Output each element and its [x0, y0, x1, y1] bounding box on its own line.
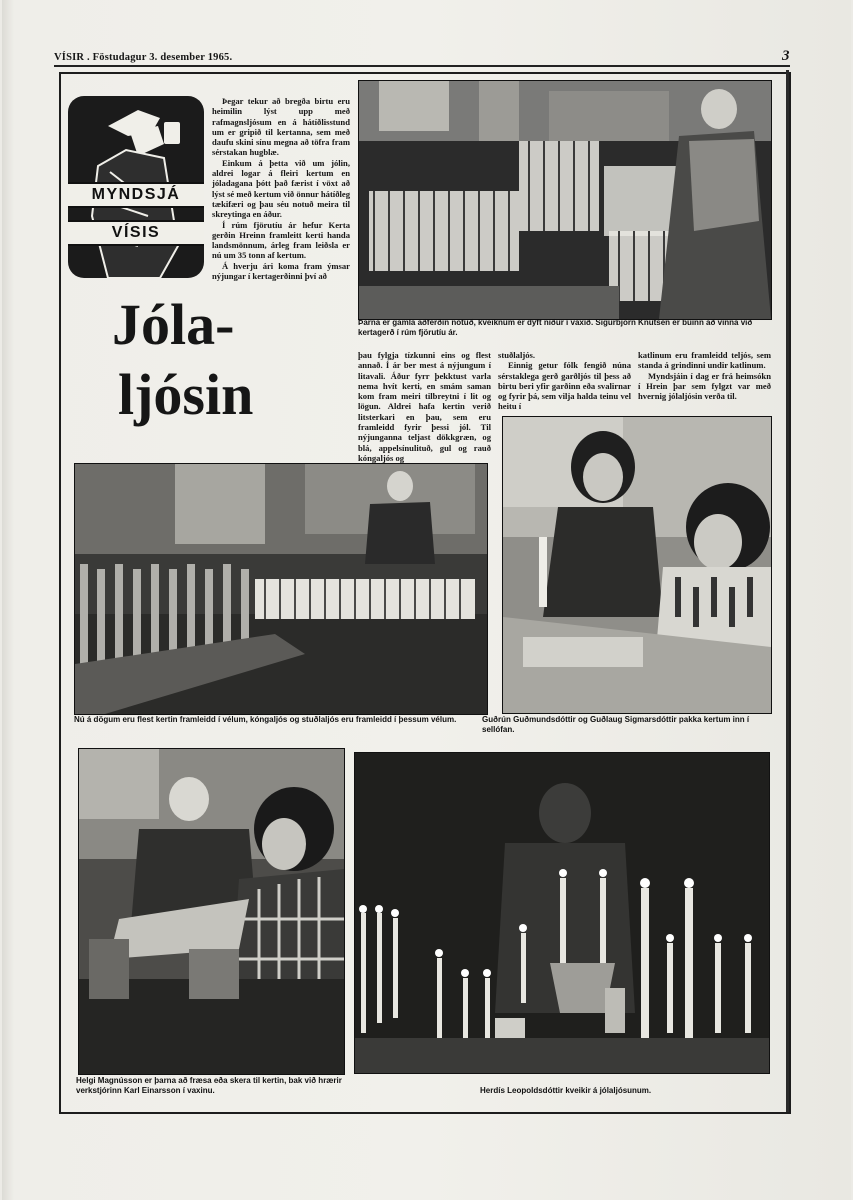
intro-paragraph: Einkum á þetta við um jólin, aldrei logar á fleiri kertum en jóladagana þótt það færist í vöxt að lýst sé með kertum við önnur hátíðleg tækifæri og þau séu notuð meira til skreytinga en áður. [212, 157, 350, 220]
photo-candle-dipping [358, 80, 772, 320]
frame-right-rule [786, 70, 789, 1112]
caption-top-right: Þarna er gamla aðferðin notuð, kveiknum er dýft niður í vaxið. Sigurbjörn Knutsen er búinn að vinna við kertagerð í rúm fjörutíu ár. [358, 318, 753, 337]
logo-line1: MYNDSJÁ [68, 182, 204, 208]
headline-line1: Jóla- [112, 292, 235, 357]
body-column-1 [358, 350, 491, 463]
intro-paragraph: Í rúm fjörutíu ár hefur Kerta gerðin Hreinn framleitt kerti handa landsmönnum, árleg fram leiðsla er nú um 35 tonn af kertum. [212, 219, 350, 261]
headline [112, 290, 312, 430]
masthead-rule [54, 65, 790, 67]
photo-cutting-candles [78, 748, 345, 1075]
intro-text [212, 96, 350, 281]
photo-packing-candles [502, 416, 772, 714]
body-paragraph: þau fylgja tízkunni eins og flest annað. Í ár ber mest á nýjungum í litavali. Áður fyrr þekktust varla nema hvít kerti, en smám saman kom fram meiri tilbreytni í lit og lögun. Aldrei hafa kertin verið litsterkari en þau, sem eru framleidd fyrir þessi jól. Til nýjunganna teljast dökkgræn, og blá, appelsínulituð, gul og rauð kóngaljós og [358, 350, 491, 463]
body-paragraph: katlinum eru framleidd teljós, sem standa á grindinni undir katlinum. [638, 350, 771, 371]
headline-line2: ljósin [118, 362, 254, 427]
caption-middle-left: Nú á dögum eru flest kertin framleidd í vélum, kóngaljós og stuðlaljós eru framleidd í þessum vélum. [74, 715, 457, 724]
logo-line2: VÍSIS [68, 220, 204, 246]
photo-candle-machines [74, 463, 488, 715]
myndsja-logo [68, 96, 204, 278]
masthead: VÍSIR . Föstudagur 3. desember 1965. [54, 52, 233, 63]
caption-bottom-right: Herdís Leopoldsdóttir kveikir á jólaljósunum. [480, 1086, 652, 1095]
body-column-2 [498, 350, 631, 412]
body-paragraph: stuðlaljós. [498, 350, 536, 360]
photo-lighting-candles [354, 752, 770, 1074]
intro-paragraph: Á hverju ári koma fram ýmsar nýjungar í kertagerðinni því að [212, 260, 350, 282]
body-paragraph: Einnig getur fólk fengið núna sérstaklega gerð garðljós til þess að birtu beri yfir garðinn eða svalirnar og fyrir þá, sem vilja halda teinu vel heitu í [498, 360, 631, 412]
caption-bottom-left: Helgi Magnússon er þarna að fræsa eða skera til kertin, bak við hrærir verkstjórinn Karl Einarsson í vaxinu. [76, 1076, 342, 1095]
caption-middle-right: Guðrún Guðmundsdóttir og Guðlaug Sigmarsdóttir pakka kertum inn í sellófan. [482, 715, 750, 734]
body-column-3 [638, 350, 771, 401]
intro-paragraph: Þegar tekur að bregða birtu eru heimilin lýst upp með rafmagnsljósum en á hátíðlisstund um er gripið til kertanna, sem með daufu skini sínu megna að töfra fram sérstakan hugblæ. [212, 96, 350, 158]
body-paragraph: Myndsjáin í dag er frá heimsókn í Hrein þar sem fylgzt var með hvernig jólaljósin verða til. [638, 370, 771, 402]
page-number: 3 [782, 48, 790, 64]
